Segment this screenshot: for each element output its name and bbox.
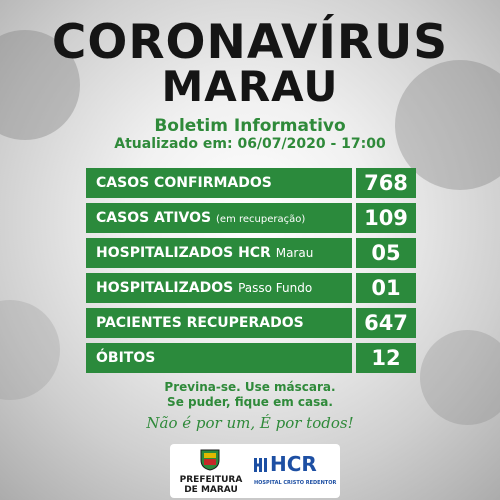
stat-label-text: HOSPITALIZADOS	[96, 280, 234, 296]
crest-icon	[198, 447, 222, 471]
stat-value: 05	[356, 238, 416, 268]
prefeitura-logo	[176, 447, 246, 497]
title-coronavirus: CORONAVÍRUS	[51, 15, 449, 70]
stat-value: 109	[356, 203, 416, 233]
stat-label	[86, 168, 352, 198]
stat-row-hospitalized-hcr	[86, 238, 416, 268]
stat-value: 12	[356, 343, 416, 373]
stat-row-recovered	[86, 308, 416, 338]
stat-label-note: Marau	[275, 246, 314, 260]
stat-label	[86, 203, 352, 233]
stat-label-text: PACIENTES RECUPERADOS	[96, 315, 304, 331]
stat-label	[86, 343, 352, 373]
updated-timestamp: Atualizado em: 06/07/2020 - 17:00	[114, 136, 386, 152]
footer-logos	[170, 444, 340, 498]
prefeitura-text	[176, 475, 246, 495]
prevention-message: Previna-se. Use máscara.	[164, 380, 336, 394]
stat-label-note: (em recuperação)	[216, 214, 306, 225]
stat-row-active	[86, 203, 416, 233]
virus-decoration	[420, 330, 500, 425]
bulletin-subtitle: Boletim Informativo	[154, 116, 346, 136]
hospital-cross-icon	[254, 458, 268, 472]
stay-home-message: Se puder, fique em casa.	[167, 395, 333, 409]
stat-label-text: CASOS CONFIRMADOS	[96, 175, 272, 191]
stat-row-confirmed	[86, 168, 416, 198]
hcr-logo	[252, 450, 336, 494]
stat-value: 01	[356, 273, 416, 303]
stat-label	[86, 238, 352, 268]
stat-label-note: Passo Fundo	[238, 281, 313, 295]
prefeitura-line1: PREFEITURA	[179, 475, 243, 485]
slogan: Não é por um, É por todos!	[146, 414, 354, 432]
prefeitura-line2: DE MARAU	[184, 485, 238, 495]
stat-value: 768	[356, 168, 416, 198]
title-city: MARAU	[161, 62, 339, 111]
stat-label-text: CASOS ATIVOS	[96, 210, 212, 226]
stat-label	[86, 308, 352, 338]
stat-value: 647	[356, 308, 416, 338]
hcr-name: HCR	[270, 452, 317, 476]
hcr-subtitle: HOSPITAL CRISTO REDENTOR	[254, 480, 337, 486]
stat-label	[86, 273, 352, 303]
stat-row-hospitalized-passo-fundo	[86, 273, 416, 303]
stat-label-text: ÓBITOS	[96, 350, 156, 366]
stat-label-text: HOSPITALIZADOS HCR	[96, 245, 271, 261]
stat-row-deaths	[86, 343, 416, 373]
